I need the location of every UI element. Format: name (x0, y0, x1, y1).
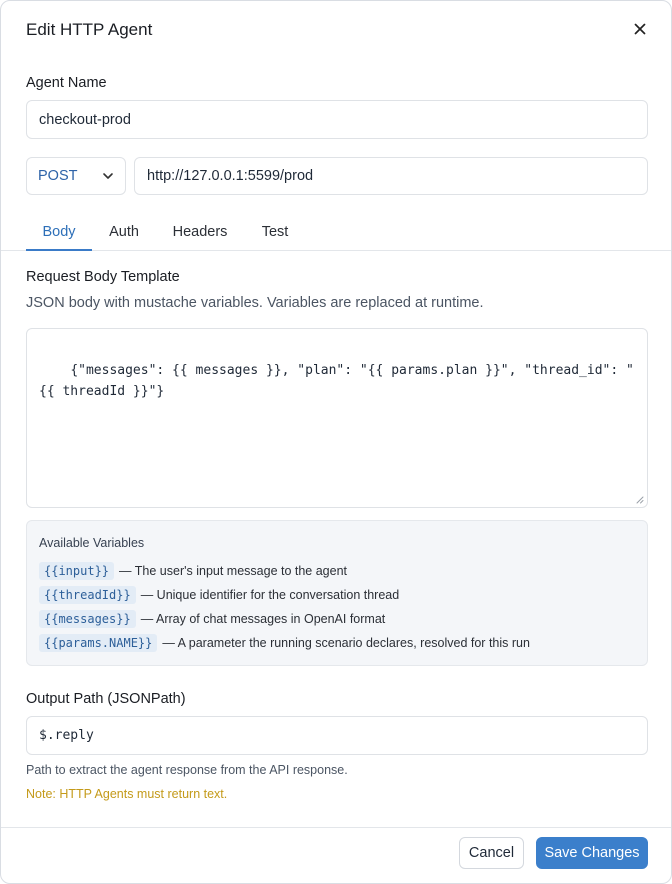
cancel-button[interactable]: Cancel (459, 837, 524, 869)
save-changes-button[interactable]: Save Changes (536, 837, 648, 869)
body-template-value: {"messages": {{ messages }}, "plan": "{{ params.plan }}", "thread_id": "{{ threadId }}"} (39, 363, 634, 399)
resize-handle-icon[interactable] (635, 495, 644, 504)
tab-bar (1, 215, 672, 251)
body-template-label: Request Body Template (26, 269, 180, 285)
tab-body[interactable]: Body (26, 215, 92, 251)
close-icon (634, 23, 646, 35)
tab-test[interactable]: Test (261, 224, 289, 240)
available-variables-title: Available Variables (39, 536, 145, 550)
tab-headers[interactable]: Headers (172, 224, 228, 240)
dialog-title: Edit HTTP Agent (26, 20, 153, 39)
agent-name-input[interactable] (26, 100, 648, 139)
variable-description: — A parameter the running scenario declares, resolved for this run (162, 636, 530, 650)
method-value: POST (38, 168, 78, 184)
variable-code: {{params.NAME}} (39, 634, 157, 652)
method-select[interactable] (26, 157, 126, 195)
available-variables-panel (26, 520, 648, 666)
chevron-down-icon (102, 170, 114, 182)
variable-row (39, 561, 347, 581)
body-template-textarea[interactable] (26, 328, 648, 508)
agent-name-value: checkout-prod (39, 111, 131, 128)
tab-auth[interactable]: Auth (109, 224, 139, 240)
output-path-value: $.reply (39, 728, 94, 743)
url-input[interactable] (134, 157, 648, 195)
variable-code: {{messages}} (39, 610, 136, 628)
output-path-note: Note: HTTP Agents must return text. (26, 787, 228, 801)
variable-code: {{threadId}} (39, 586, 136, 604)
output-path-label: Output Path (JSONPath) (26, 691, 186, 707)
dialog-header (26, 19, 657, 43)
output-path-input[interactable] (26, 716, 648, 755)
agent-name-label: Agent Name (26, 75, 107, 91)
close-button[interactable] (629, 18, 651, 40)
variable-row (39, 585, 399, 605)
variable-code: {{input}} (39, 562, 114, 580)
variable-row (39, 633, 530, 653)
variable-description: — Unique identifier for the conversation thread (140, 588, 400, 602)
body-template-description: JSON body with mustache variables. Variables are replaced at runtime. (26, 295, 484, 311)
dialog-footer (1, 827, 672, 884)
variable-description: — The user's input message to the agent (119, 564, 348, 578)
variable-description: — Array of chat messages in OpenAI format (140, 612, 386, 626)
variable-row (39, 609, 385, 629)
url-value: http://127.0.0.1:5599/prod (147, 168, 314, 184)
output-path-help: Path to extract the agent response from the API response. (26, 763, 348, 777)
